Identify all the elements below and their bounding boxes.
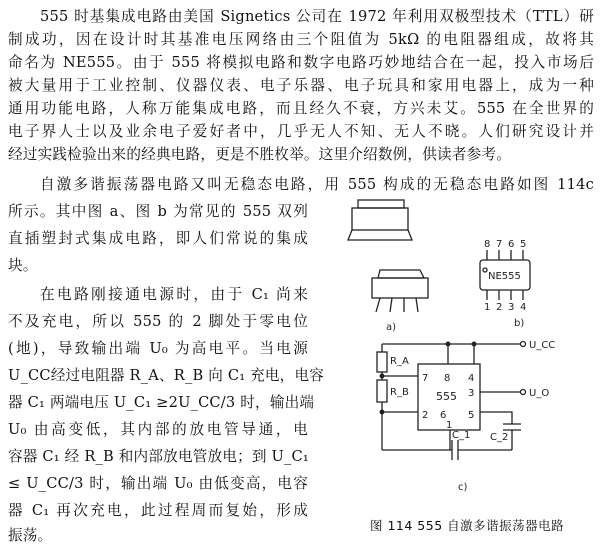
- figure-caption: 图 114 555 自激多谐振荡器电路: [370, 518, 565, 533]
- p2-line-3: 直插塑封式集成电路，即人们常说的集成: [8, 230, 308, 247]
- figure-label-a: a): [386, 322, 397, 333]
- p1-line-2: 制成功，因在设计时其基准电压网络由三个阻值为 5kΩ 的电阻器组成，故将其: [8, 31, 594, 48]
- p3-line-2: 不及充电，所以 555 的 2 脚处于零电位: [8, 313, 308, 330]
- p3-line-7: 容器 C₁ 经 R_B 和内部放电管放电；到 U_C₁: [8, 448, 309, 465]
- p1-line-3: 命名为 NE555。由于 555 将模拟电路和数字电路巧妙地结合在一起，投入市场后: [8, 54, 594, 71]
- c1-label: C_1: [452, 430, 471, 441]
- p3-line-1: 在电路刚接通电源时，由于 C₁ 尚来: [40, 286, 308, 303]
- package-a-bottom: [372, 270, 428, 312]
- resistor-ra: [377, 352, 387, 372]
- circuit-pin-3: 3: [468, 388, 475, 399]
- p1-line-1: 555 时基集成电路由美国 Signetics 公司在 1972 年利用双极型技术（TTL）研: [40, 8, 594, 25]
- p3-line-10: 振荡。: [8, 527, 53, 544]
- p2-line-1: 自激多谐振荡器电路又叫无稳态电路，用 555 构成的无稳态电路如图 114c: [40, 176, 594, 193]
- resistor-rb: [377, 380, 387, 402]
- p1-line-7: 经过实践检验出来的经典电路，更是不胜枚举。这里介绍数例，供读者参考。: [8, 146, 511, 163]
- p2-line-4: 块。: [8, 257, 38, 274]
- circuit-pin-8: 8: [444, 373, 451, 384]
- dip-pin-1: 1: [484, 302, 491, 313]
- figure-label-b: b): [514, 318, 525, 329]
- capacitor-c2: [503, 424, 521, 430]
- ic-555-label: 555: [436, 390, 457, 403]
- p3-line-5: 器 C₁ 两端电压 U_C₁ ≥2U_CC/3 时，输出端: [8, 394, 315, 411]
- p3-line-3: (地)，导致输出端 U₀ 为高电平。当电源: [8, 340, 308, 357]
- package-b: [480, 239, 530, 313]
- dip-pin-7: 7: [496, 239, 503, 250]
- ra-label: R_A: [390, 356, 409, 367]
- figure-label-c: c): [458, 482, 468, 493]
- dip-pin-5: 5: [520, 239, 527, 250]
- circuit-pin-1: 1: [446, 420, 453, 431]
- dip-pin-4: 4: [520, 302, 527, 313]
- p3-line-9: 器 C₁ 再次充电，此过程周而复始，形成: [8, 502, 308, 519]
- p1-line-6: 电子界人士以及业余电子爱好者中，几乎无人不知、无人不晓。人们研究设计并: [8, 123, 594, 140]
- circuit-pin-4: 4: [468, 373, 475, 384]
- vcc-label: U_CC: [529, 340, 556, 351]
- p2-line-2: 所示。其中图 a、图 b 为常见的 555 双列: [8, 203, 308, 220]
- circuit-pin-7: 7: [422, 373, 429, 384]
- circuit-pin-2: 2: [422, 410, 429, 421]
- circuit-pin-5: 5: [468, 410, 475, 421]
- package-a-top: [348, 200, 412, 240]
- p3-line-8: ≤ U_CC/3 时，输出端 U₀ 由低变高，电容: [8, 475, 308, 492]
- vo-label: U_O: [529, 388, 550, 399]
- p1-line-5: 通用功能电路，人称万能集成电路，而且经久不衰，方兴未艾。555 在全世界的: [8, 100, 594, 117]
- p3-line-6: U₀ 由高变低，其内部的放电管导通，电: [8, 421, 308, 438]
- rb-label: R_B: [390, 387, 409, 398]
- p3-line-4: U_CC经过电阻器 R_A、R_B 向 C₁ 充电，电容: [8, 367, 325, 384]
- p1-line-4: 被大量用于工业控制、仪器仪表、电子乐器、电子玩具和家用电器上，成为一种: [8, 77, 594, 94]
- dip-pin-6: 6: [508, 239, 515, 250]
- dip-pin-2: 2: [496, 302, 503, 313]
- circuit-c: [377, 340, 555, 460]
- circuit-pin-6: 6: [440, 410, 447, 421]
- chip-marking: NE555: [488, 271, 521, 282]
- c2-label: C_2: [490, 432, 509, 443]
- dip-pin-8: 8: [484, 239, 491, 250]
- capacitor-c1: [452, 440, 458, 460]
- dip-pin-3: 3: [508, 302, 515, 313]
